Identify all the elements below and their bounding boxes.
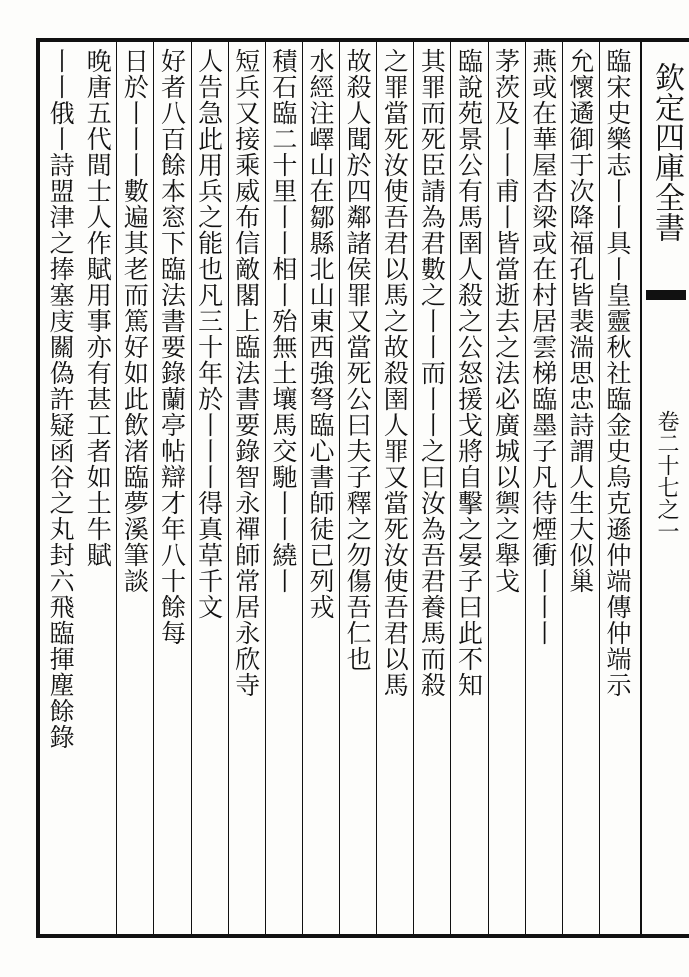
column-rule — [562, 42, 563, 934]
column-rule — [450, 42, 451, 934]
text-column-13: 好者八百餘本窓下臨法書要錄蘭亭帖辯才年八十餘每 — [157, 48, 187, 646]
left-border — [36, 38, 40, 938]
margin-column-rule — [640, 38, 642, 938]
text-column-14: 日於丨丨丨數遍其老而篤好如此飲渚臨夢溪筆談 — [120, 48, 150, 594]
text-column-3: 燕或在華屋杏梁或在村居雲梯臨墨子凡待煙衝丨丨丨 — [528, 48, 558, 646]
column-rule — [302, 42, 303, 934]
text-column-8: 故殺人聞於四鄰諸侯罪又當死公曰夫子釋之勿傷吾仁也 — [343, 48, 373, 672]
column-rule — [413, 42, 414, 934]
text-column-4: 茅茨及丨丨甫丨皆當逝去之法必廣城以禦之舉戈 — [491, 48, 521, 594]
top-border — [36, 38, 689, 42]
column-rule — [599, 42, 600, 934]
column-rule — [191, 42, 192, 934]
text-column-1: 臨宋史樂志丨丨具丨皇靈秋社臨金史烏克遜仲端傳仲端示 — [603, 48, 632, 698]
column-rule — [339, 42, 340, 934]
column-rule — [376, 42, 377, 934]
column-rule — [228, 42, 229, 934]
book-title: 欽定四庫全書 — [649, 62, 684, 242]
text-column-10: 積石臨二十里丨丨相丨殆無土壤馬交馳丨丨繞丨 — [268, 48, 298, 594]
text-column-11: 短兵又接乘威布信敵閣上臨法書要錄智永禪師常居永欣寺 — [231, 48, 261, 698]
fish-tail-mark — [646, 290, 686, 300]
bottom-border — [36, 934, 689, 938]
column-rule — [265, 42, 266, 934]
text-column-5: 臨說苑景公有馬圉人殺之公怒援戈將自擊之晏子曰此不知 — [454, 48, 484, 698]
column-rule — [153, 42, 154, 934]
text-column-9: 水經注嶧山在鄒縣北山東西強弩臨心書師徒已列戎 — [306, 48, 335, 620]
text-column-6: 其罪而死臣請為君數之丨丨而丨丨之曰汝為吾君養馬而殺 — [417, 48, 447, 698]
text-column-2: 允懷遹御于次降福孔皆裴湍思忠詩謂人生大似巢 — [565, 48, 595, 594]
volume-label: 卷二十七之一 — [654, 410, 679, 542]
column-rule — [488, 42, 489, 934]
column-rule — [116, 42, 117, 934]
column-rule — [525, 42, 526, 934]
text-column-12: 人告急此用兵之能也凡三十年於丨丨丨得真草千文 — [194, 48, 224, 620]
text-column-16: 丨丨俄丨詩盟津之捧塞庋關偽許疑函谷之丸封六飛臨揮塵餘錄 — [46, 48, 76, 750]
text-column-7: 之罪當死汝使吾君以馬之故殺圉人罪又當死汝使吾君以馬 — [380, 48, 410, 698]
text-column-15: 晚唐五代間士人作賦用事亦有甚工者如土牛賦 — [83, 48, 113, 568]
